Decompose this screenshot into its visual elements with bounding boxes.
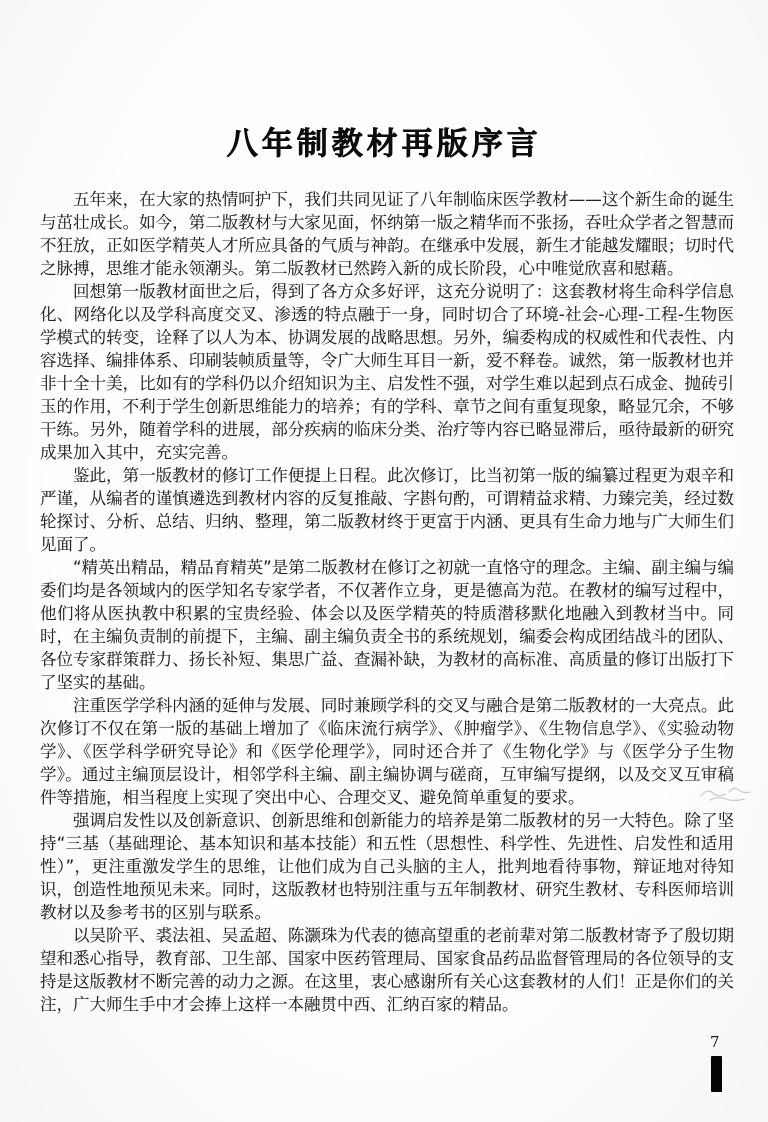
page-title: 八年制教材再版序言 — [226, 126, 542, 162]
body-paragraph: 以吴阶平、裘法祖、吴孟超、陈灏珠为代表的德高望重的老前辈对第二版教材寄予了殷切期望和悉心指导，教育部、卫生部、国家中医药管理局、国家食品药品监督管理局的各位领导的支持是这版教材不断完善的动力之源。在这里，衷心感谢所有关心这套教材的人们！正是你们的关注，广大师生手中才会捧上这样一本融贯中西、汇纳百家的精品。 — [40, 926, 734, 1014]
body-paragraph: “精英出精品，精品育精英”是第二版教材在修订之初就一直恪守的理念。主编、副主编与编委们均是各领域内的医学知名专家学者，不仅著作立身，更是德高为范。在教材的编写过程中，他们将从医执教中积累的宝贵经验、体会以及医学精英的特质潜移默化地融入到教材当中。同时，在主编负责制的前提下，主编、副主编负责全书的系统规划，编委会构成团结战斗的团队、各位专家群策群力、扬长补短、集思广益、查漏补缺，为教材的高标准、高质量的修订出版打下了坚实的基础。 — [40, 558, 734, 692]
body-paragraph: 五年来，在大家的热情呵护下，我们共同见证了八年制临床医学教材——这个新生命的诞生与茁壮成长。如今，第二版教材与大家见面，怀纳第一版之精华而不张扬，吞吐众学者之智慧而不狂放，正如医学精英人才所应具备的气质与神韵。在继承中发展，新生才能越发耀眼；切时代之脉搏，思维才能永领潮头。第二版教材已然跨入新的成长阶段，心中唯觉欣喜和慰藉。 — [40, 190, 734, 278]
body-paragraph: 强调启发性以及创新意识、创新思维和创新能力的培养是第二版教材的另一大特色。除了坚持“三基（基础理论、基本知识和基本技能）和五性（思想性、科学性、先进性、启发性和适用性）”，更注重激发学生的思维，让他们成为自己头脑的主人，批判地看待事物，辩证地对待知识，创造性地预见未来。同时，这版教材也特别注重与五年制教材、研究生教材、专科医师培训教材以及参考书的区别与联系。 — [40, 811, 734, 922]
body-paragraph: 鉴此，第一版教材的修订工作便提上日程。此次修订，比当初第一版的编纂过程更为艰辛和严谨，从编者的谨慎遴选到教材内容的反复推敲、字斟句酌，可谓精益求精、力臻完美，经过数轮探讨、分析、总结、归纳、整理，第二版教材终于更富于内涵、更具有生命力地与广大师生们见面了。 — [40, 466, 734, 554]
body-paragraph: 注重医学学科内涵的延伸与发展、同时兼顾学科的交叉与融合是第二版教材的一大亮点。此次修订不仅在第一版的基础上增加了《临床流行病学》、《肿瘤学》、《生物信息学》、《实验动物学》、《医学科学研究导论》和《医学伦理学》，同时还合并了《生物化学》与《医学分子生物学》。通过主编顶层设计，相邻学科主编、副主编协调与磋商，互审编写提纲，以及交叉互审稿件等措施，相当程度上实现了突出中心、合理交叉、避免简单重复的要求。 — [40, 696, 734, 807]
pencil-scribble-mark — [698, 782, 764, 808]
page-number: 7 — [710, 1033, 720, 1051]
preface-body — [40, 188, 734, 1016]
body-paragraph: 回想第一版教材面世之后，得到了各方众多好评，这充分说明了：这套教材将生命科学信息化、网络化以及学科高度交叉、渗透的特点融于一身，同时切合了环境-社会-心理-工程-生物医学模式的转变，诠释了以人为本、协调发展的战略思想。另外，编委构成的权威性和代表性、内容选择、编排体系、印刷装帧质量等，令广大师生耳目一新，爱不释卷。诚然，第一版教材也并非十全十美，比如有的学科仍以介绍知识为主、启发性不强，对学生难以起到点石成金、抛砖引玉的作用，不利于学生创新思维能力的培养；有的学科、章节之间有重复现象，略显冗余，不够干练。另外，随着学科的进展，部分疾病的临床分类、治疗等内容已略显滞后，亟待最新的研究成果加入其中，充实完善。 — [40, 282, 734, 462]
chapter-edge-tab-mark — [711, 1056, 722, 1092]
